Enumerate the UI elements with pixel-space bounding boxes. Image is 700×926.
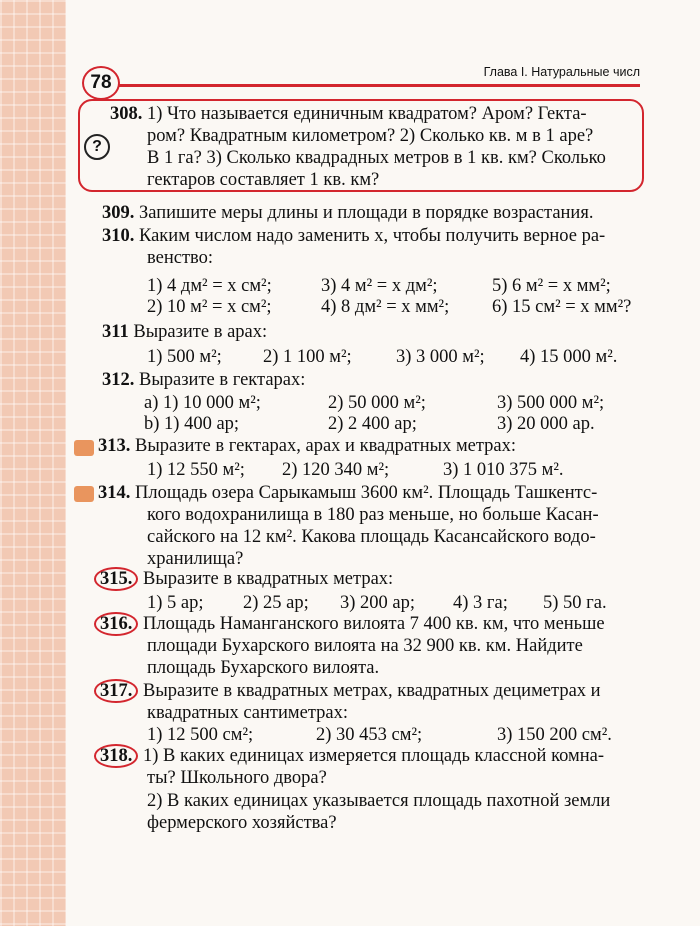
exercise-item: 3) 150 200 см². [497, 725, 612, 745]
exercise-text-line: венство: [147, 248, 214, 268]
difficulty-marker [74, 440, 94, 456]
exercise-item: 2) 25 ар; [243, 593, 309, 613]
exercise-text-line: площади Бухарского вилоята на 32 900 кв. км. Найдите [147, 636, 583, 656]
exercise-item: 3) 500 000 м²; [497, 393, 605, 413]
exercise-item: 4) 3 га; [453, 593, 508, 613]
exercise-309 [102, 203, 593, 224]
header-rule [118, 84, 640, 87]
question-icon: ? [84, 134, 110, 160]
exercise-text-line: 1) В каких единицах измеряется площадь классной комна- [143, 746, 605, 766]
exercise-318 [94, 746, 604, 767]
exercise-text-line: фермерского хозяйства? [147, 813, 337, 833]
exercise-item: 5) 50 га. [543, 593, 607, 613]
exercise-number: 312. [102, 370, 135, 390]
exercise-text-line: Каким числом надо заменить x, чтобы получить верное ра- [139, 226, 606, 246]
exercise-312 [102, 370, 305, 391]
exercise-item: 4) 8 дм² = x мм²; [321, 297, 450, 317]
exercise-number: 314. [98, 483, 131, 503]
exercise-item: 1) 12 550 м²; [147, 460, 245, 480]
exercise-item: 2) 50 000 м²; [328, 393, 426, 413]
exercise-number: 311 [102, 322, 129, 342]
exercise-item: 2) 30 453 см²; [316, 725, 423, 745]
exercise-311 [102, 322, 267, 343]
exercise-item: 3) 3 000 м²; [396, 347, 485, 367]
exercise-text-line: площадь Бухарского вилоята. [147, 658, 380, 678]
exercise-item: 3) 1 010 375 м². [443, 460, 564, 480]
exercise-item: 3) 4 м² = x дм²; [321, 276, 438, 296]
exercise-text-line: Выразите в гектарах: [139, 370, 306, 390]
exercise-item: 4) 15 000 м². [520, 347, 618, 367]
exercise-308 [110, 104, 587, 125]
exercise-text-line: 1) Что называется единичным квадратом? Аром? Гекта- [147, 104, 587, 124]
exercise-item: 1) 12 500 см²; [147, 725, 254, 745]
exercise-number: 309. [102, 203, 135, 223]
exercise-item: 6) 15 см² = x мм²? [492, 297, 632, 317]
exercise-313 [98, 436, 516, 457]
exercise-text-line: Площадь Наманганского вилоята 7 400 кв. км, что меньше [143, 614, 605, 634]
exercise-text-line: хранилища? [147, 549, 244, 569]
exercise-315 [94, 569, 393, 590]
exercise-text-line: В 1 га? 3) Сколько квадрадных метров в 1 кв. км? Сколько [147, 148, 606, 168]
exercise-item: 2) 1 100 м²; [263, 347, 352, 367]
exercise-number: 310. [102, 226, 135, 246]
exercise-item: 5) 6 м² = x мм²; [492, 276, 611, 296]
exercise-text-line: Запишите меры длины и площади в порядке возрастания. [139, 203, 594, 223]
left-margin-strip [0, 0, 66, 926]
exercise-number: 318. [94, 744, 138, 768]
exercise-number: 315. [94, 567, 138, 591]
page-number: 78 [82, 66, 120, 100]
exercise-text-line: 2) В каких единицах указывается площадь пахотной земли [147, 791, 611, 811]
exercise-number: 317. [94, 679, 138, 703]
exercise-text-line: кого водохранилища в 180 раз меньше, но больше Касан- [147, 505, 599, 525]
exercise-item: 3) 20 000 ар. [497, 414, 595, 434]
exercise-310 [102, 226, 605, 247]
exercise-item: 2) 10 м² = x см²; [147, 297, 272, 317]
exercise-item: b) 1) 400 ар; [144, 414, 240, 434]
exercise-317 [94, 681, 601, 702]
exercise-text-line: Выразите в арах: [133, 322, 268, 342]
exercise-item: 2) 120 340 м²; [282, 460, 390, 480]
exercise-316 [94, 614, 605, 635]
exercise-number: 316. [94, 612, 138, 636]
exercise-text-line: Выразите в квадратных метрах, квадратных дециметрах и [143, 681, 601, 701]
exercise-text-line: ром? Квадратным километром? 2) Сколько кв. м в 1 аре? [147, 126, 594, 146]
chapter-title: Глава I. Натуральные числ [483, 65, 640, 79]
exercise-item: 1) 500 м²; [147, 347, 222, 367]
exercise-text-line: сайского на 12 км². Какова площадь Касансайского водо- [147, 527, 596, 547]
difficulty-marker [74, 486, 94, 502]
exercise-text-line: ты? Школьного двора? [147, 768, 327, 788]
exercise-item: 1) 5 ар; [147, 593, 204, 613]
exercise-text-line: Выразите в гектарах, арах и квадратных метрах: [135, 436, 517, 456]
exercise-item: 1) 4 дм² = x см²; [147, 276, 272, 296]
exercise-314 [98, 483, 597, 504]
exercise-item: 2) 2 400 ар; [328, 414, 417, 434]
exercise-item: a) 1) 10 000 м²; [144, 393, 261, 413]
exercise-text-line: Выразите в квадратных метрах: [143, 569, 394, 589]
exercise-text-line: гектаров составляет 1 кв. км? [147, 170, 380, 190]
exercise-number: 313. [98, 436, 131, 456]
exercise-text-line: Площадь озера Сарыкамыш 3600 км². Площадь Ташкентс- [135, 483, 598, 503]
exercise-number: 308. [110, 104, 143, 124]
exercise-text-line: квадратных сантиметрах: [147, 703, 348, 723]
exercise-item: 3) 200 ар; [340, 593, 416, 613]
